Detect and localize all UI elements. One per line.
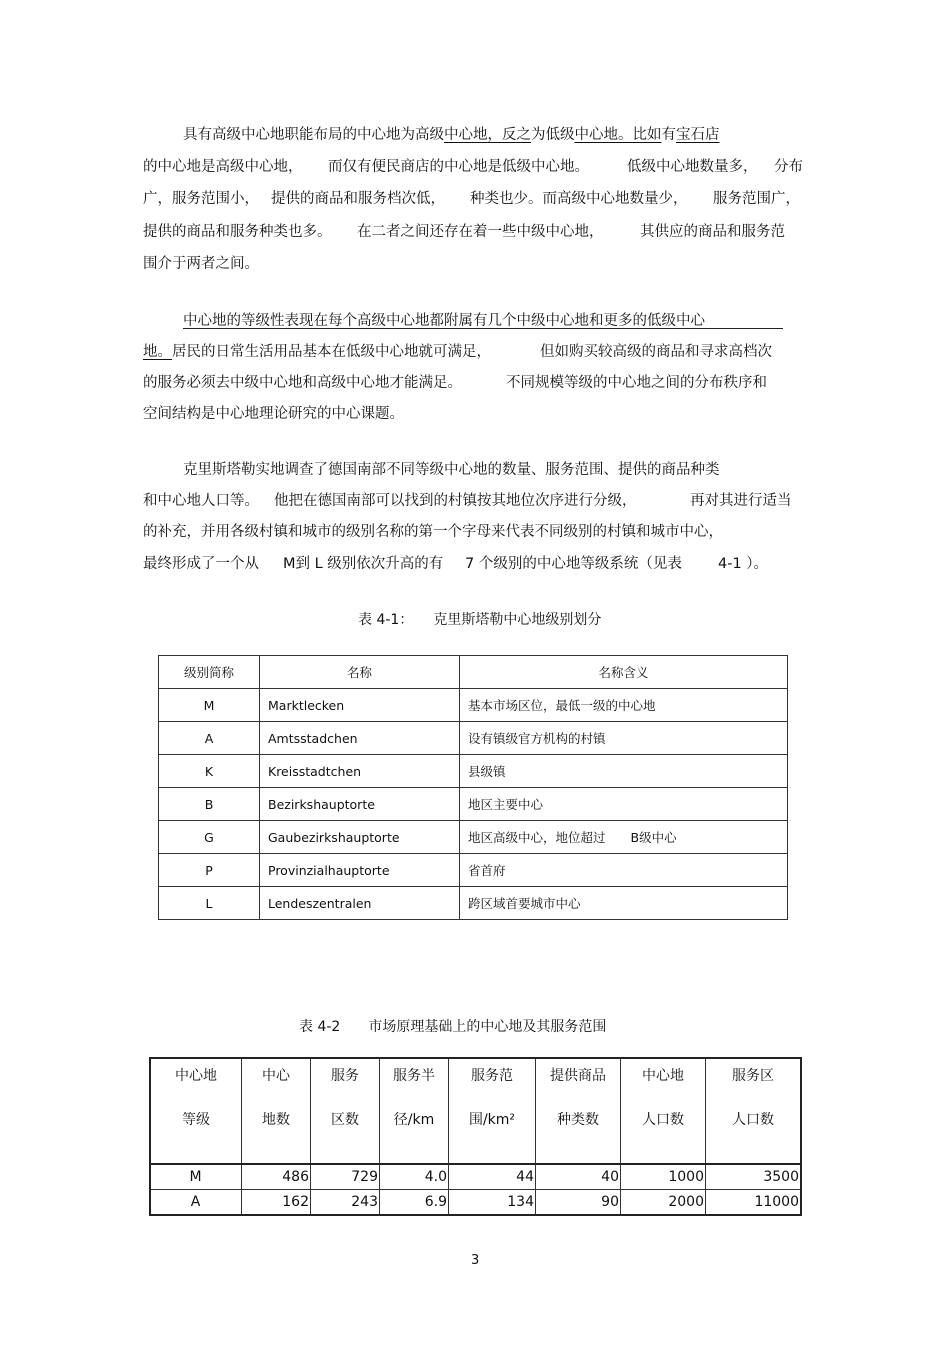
table-row	[150, 1164, 801, 1190]
table2-header-row	[150, 1058, 801, 1164]
table1-header-cell: 级别简称	[159, 656, 260, 689]
p2-line1: 中心地的等级性表现在每个高级中心地都附属有几个中级中心地和更多的低级中心	[183, 313, 705, 329]
table1-cell: Lendeszentralen	[260, 887, 460, 920]
p3-l4-d: 4-1 ）。	[718, 556, 769, 572]
table2-cell: 3500	[706, 1164, 802, 1190]
table1-caption	[358, 609, 601, 629]
p1-l3-b: 提供的商品和服务档次低，	[271, 191, 445, 207]
p2-l3-b: 不同规模等级的中心地之间的分布秩序和	[506, 375, 767, 391]
table1-header-cell: 名称	[260, 656, 460, 689]
p2-underline-rule	[183, 328, 783, 329]
table2-header-bottom: 人口数	[732, 1112, 774, 1128]
p1-l1-d: 中心地。比如	[574, 127, 662, 143]
table1-cell: 县级镇	[460, 755, 788, 788]
table1	[158, 655, 788, 920]
table2-header-top: 服务	[331, 1068, 359, 1084]
table2-cell: 4.0	[380, 1164, 449, 1190]
p1-l1-f: 宝石店	[676, 127, 720, 143]
table2-header-top: 服务区	[732, 1068, 774, 1084]
table2-header-top: 提供商品	[550, 1068, 606, 1084]
table1-cell: 地区主要中心	[460, 788, 788, 821]
table2-cell: 90	[536, 1190, 621, 1216]
p3-line3: 的补充，并用各级村镇和城市的级别名称的第一个字母来代表不同级别的村镇和城市中心，	[143, 524, 723, 540]
table2-cell: 729	[311, 1164, 380, 1190]
table1-cell: Amtsstadchen	[260, 722, 460, 755]
table1-header-cell: 名称含义	[460, 656, 788, 689]
table1-cell: Marktlecken	[260, 689, 460, 722]
p1-line3	[143, 190, 803, 208]
p3-l2-a: 和中心地人口等。	[143, 493, 259, 509]
table2-header-bottom: 围/km²	[468, 1112, 516, 1128]
table2-header-top: 服务范	[471, 1068, 513, 1084]
table1-cell: P	[159, 854, 260, 887]
table2-header-cell	[242, 1058, 311, 1164]
p2-line4: 空间结构是中心地理论研究的中心课题。	[143, 406, 404, 422]
table2-header-cell	[380, 1058, 449, 1164]
p1-line2	[143, 158, 803, 176]
table2-header-cell	[621, 1058, 706, 1164]
p1-line4	[143, 223, 803, 241]
table1-cell: 基本市场区位，最低一级的中心地	[460, 689, 788, 722]
p1-l4-a: 提供的商品和服务种类也多。	[143, 224, 332, 240]
table2-header-cell	[536, 1058, 621, 1164]
table1-cell: G	[159, 821, 260, 854]
page-number: 3	[471, 1253, 480, 1268]
table-row	[159, 887, 788, 920]
table-row	[150, 1190, 801, 1216]
table2-cell: 162	[242, 1190, 311, 1216]
p1-line5: 围介于两者之间。	[143, 256, 259, 272]
table2-header-cell	[150, 1058, 242, 1164]
table2-cell: 2000	[621, 1190, 706, 1216]
table2-header-bottom: 地数	[262, 1112, 290, 1128]
table1-cell: Gaubezirkshauptorte	[260, 821, 460, 854]
table1-caption-num: 表 4-1：	[358, 612, 414, 628]
p1-l1-e: 有	[661, 127, 676, 143]
table1-cell: Provinzialhauptorte	[260, 854, 460, 887]
table-row	[159, 854, 788, 887]
table2	[149, 1057, 802, 1216]
p3-l2-b: 他把在德国南部可以找到的村镇按其地位次序进行分级，	[274, 493, 637, 509]
p1-l3-a: 广，服务范围小，	[143, 191, 259, 207]
p1-l1-a: 具有高级中心地职能布局的中心地为高级	[183, 127, 444, 143]
p1-l2-a: 的中心地是高级中心地，	[143, 159, 303, 175]
table2-cell: 243	[311, 1190, 380, 1216]
table2-cell: 44	[449, 1164, 536, 1190]
p2-l3-a: 的服务必须去中级中心地和高级中心地才能满足。	[143, 375, 462, 391]
table2-header-bottom: 人口数	[642, 1112, 684, 1128]
table2-cell: 40	[536, 1164, 621, 1190]
table1-cell: L	[159, 887, 260, 920]
table2-caption	[299, 1016, 606, 1036]
table2-cell: M	[150, 1164, 242, 1190]
table2-cell: 486	[242, 1164, 311, 1190]
p3-line2	[143, 492, 803, 510]
table-row	[159, 755, 788, 788]
table2-header-top: 中心地	[175, 1068, 217, 1084]
table2-header-top: 服务半	[393, 1068, 435, 1084]
table-row	[159, 689, 788, 722]
table2-cell: 6.9	[380, 1190, 449, 1216]
table-row	[159, 722, 788, 755]
table2-cell: 134	[449, 1190, 536, 1216]
p2-line2	[143, 343, 803, 361]
p3-l4-c: 7 个级别的中心地等级系统（见表	[465, 556, 682, 572]
table2-header-cell	[311, 1058, 380, 1164]
p2-l2-b: 居民的日常生活用品基本在低级中心地就可满足，	[172, 344, 491, 360]
table2-header-top: 中心	[262, 1068, 290, 1084]
p1-l4-c: 其供应的商品和服务范	[640, 224, 785, 240]
table2-header-top: 中心地	[642, 1068, 684, 1084]
table2-cell: 1000	[621, 1164, 706, 1190]
p1-l3-c: 种类也少。而高级中心地数量少，	[470, 191, 688, 207]
table1-cell: B	[159, 788, 260, 821]
p3-line1: 克里斯塔勒实地调查了德国南部不同等级中心地的数量、服务范围、提供的商品种类	[183, 462, 720, 478]
table1-cell: Kreisstadtchen	[260, 755, 460, 788]
table1-cell: 设有镇级官方机构的村镇	[460, 722, 788, 755]
p1-l2-c: 低级中心地数量多，	[627, 159, 758, 175]
p1-l2-d: 分布	[774, 159, 803, 175]
table1-cell: 省首府	[460, 854, 788, 887]
p1-l1-c: 为低级	[531, 127, 575, 143]
table2-cell: 11000	[706, 1190, 802, 1216]
table1-cell: 地区高级中心，地位超过 B级中心	[460, 821, 788, 854]
table2-cell: A	[150, 1190, 242, 1216]
table1-cell: Bezirkshauptorte	[260, 788, 460, 821]
table2-header-bottom: 种类数	[557, 1112, 599, 1128]
p1-l1-b: 中心地，反之	[444, 127, 531, 143]
p2-l2-a: 地。	[143, 344, 172, 360]
table1-cell: A	[159, 722, 260, 755]
p1-l2-b: 而仅有便民商店的中心地是低级中心地。	[328, 159, 589, 175]
p1-line1	[183, 126, 720, 144]
table2-header-cell	[449, 1058, 536, 1164]
p1-l4-b: 在二者之间还存在着一些中级中心地，	[357, 224, 604, 240]
p3-l2-c: 再对其进行适当	[690, 493, 792, 509]
p3-l4-a: 最终形成了一个从	[143, 556, 259, 572]
p3-line4	[143, 555, 803, 573]
p2-line3	[143, 374, 803, 392]
table1-cell: 跨区域首要城市中心	[460, 887, 788, 920]
table2-header-bottom: 等级	[182, 1112, 210, 1128]
table-row	[159, 788, 788, 821]
table2-header-bottom: 径/km	[393, 1112, 435, 1128]
p1-l3-d: 服务范围广，	[713, 191, 800, 207]
p2-l2-c: 但如购买较高级的商品和寻求高档次	[540, 344, 772, 360]
table2-header-bottom: 区数	[331, 1112, 359, 1128]
p3-l4-b: M到 L 级别依次升高的有	[283, 556, 444, 572]
table1-cell: K	[159, 755, 260, 788]
table1-header-row	[159, 656, 788, 689]
table-row	[159, 821, 788, 854]
table1-caption-title: 克里斯塔勒中心地级别划分	[433, 612, 602, 628]
table2-caption-num: 表 4-2	[299, 1019, 341, 1035]
table2-caption-title: 市场原理基础上的中心地及其服务范围	[368, 1019, 607, 1035]
table1-cell: M	[159, 689, 260, 722]
table2-header-cell	[706, 1058, 802, 1164]
